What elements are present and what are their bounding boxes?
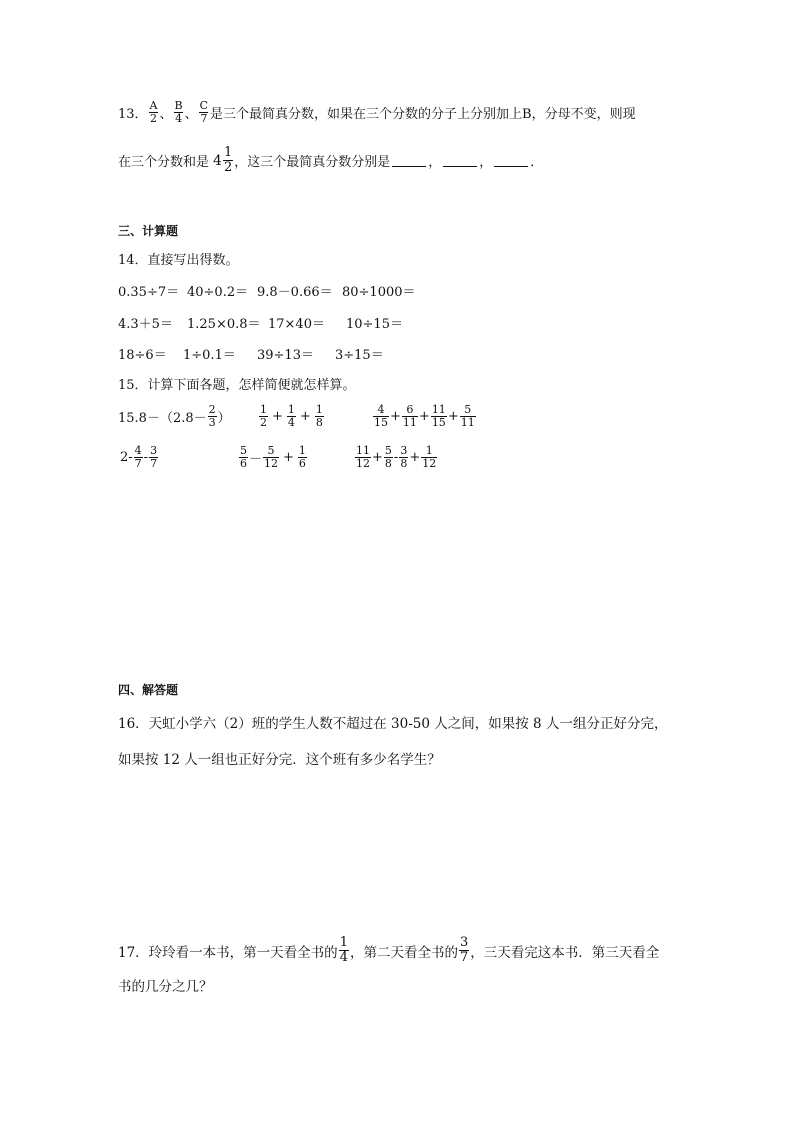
q17-text: 17．玲玲看一本书，第一天看全书的 [118,944,338,961]
fraction: $\frac{5}{8}$ [384,444,392,470]
minus-sign: - [393,450,399,465]
plus-sign: + [447,409,459,424]
fraction-one-quarter: $\frac{1}{4}$ [339,935,348,965]
fraction-three-sevenths: $\frac{3}{7}$ [459,935,469,965]
fraction-c-over-7: $\frac{C}{7}$ [199,99,209,125]
q17-line2: 书的几分之几？ [118,979,213,995]
fraction: $\frac{5}{12}$ [264,444,279,470]
q14-item: 80÷1000＝ [342,285,416,300]
expr-text: ） [217,411,231,426]
plus-sign: + [272,409,283,424]
fraction: $\frac{1}{8}$ [315,403,323,429]
fraction: $\frac{11}{12}$ [356,444,370,470]
fraction: $\frac{4}{7}$ [134,444,142,470]
fraction: $\frac{6}{11}$ [402,403,417,429]
fraction: $\frac{4}{15}$ [374,403,388,429]
fraction: $\frac{1}{2}$ [260,403,267,429]
comma: ， [479,155,493,170]
q13-line2 [118,146,543,175]
q15-expr-1 [118,404,231,429]
q14-item: 4.3＋5＝ [118,317,173,332]
q14-item: 18÷6＝ [118,348,167,363]
fraction-b-over-4: $\frac{B}{4}$ [174,99,183,125]
plus-sign: + [372,450,383,465]
separator: 、 [184,107,198,122]
q13-number: 13． [118,107,148,122]
plus-sign: + [299,409,311,424]
q16-line1: 16．天虹小学六（2）班的学生人数不超过在 30-50 人之间，如果按 8 人一组分正好分完， [118,716,668,732]
q15-expr-5 [238,445,308,470]
mixed-whole: 4 [213,152,222,169]
q15-stem: 15．计算下面各题，怎样简便就怎样算。 [118,378,356,393]
fraction: $\frac{3}{7}$ [150,444,158,470]
q14-item: 10÷15＝ [346,317,403,332]
q14-item: 17×40＝ [268,317,325,332]
fraction-a-over-2: $\frac{A}{2}$ [149,99,158,125]
fraction: $\frac{5}{6}$ [240,444,247,470]
q14-item: 0.35÷7＝ [118,285,180,300]
fraction: $\frac{11}{15}$ [431,403,446,429]
section-4-title: 四、解答题 [118,683,179,697]
comma: ， [428,155,442,170]
plus-sign: + [283,450,294,465]
q14-item: 9.8－0.66＝ [257,285,333,300]
section-3-title: 三、计算题 [118,224,179,238]
plus-sign: + [418,409,430,424]
q17-text: ，三天看完这本书．第三天看全 [470,944,660,961]
q14-item: 1.25×0.8＝ [187,317,261,332]
answer-blank-1[interactable] [392,154,426,167]
minus-sign: － [249,452,263,467]
answer-blank-3[interactable] [494,154,528,167]
period: ． [530,155,544,170]
q17-line1 [118,936,659,965]
fraction: $\frac{1}{4}$ [287,403,295,429]
mixed-fraction: $\frac{1}{2}$ [223,145,233,175]
fraction: $\frac{1}{12}$ [422,444,437,470]
q15-expr-3 [372,404,477,429]
minus-sign: - [143,450,149,465]
q14-item: 39÷13＝ [257,348,314,363]
q15-expr-4 [120,445,159,470]
separator: 、 [159,107,173,122]
q16-line2: 如果按 12 人一组也正好分完．这个班有多少名学生？ [118,752,441,768]
fraction: $\frac{3}{8}$ [400,444,408,470]
plus-sign: + [409,450,421,465]
plus-sign: + [390,409,401,424]
q13-text1: 是三个最简真分数，如果在三个分数的分子上分别加上B，分母不变，则现 [210,107,636,122]
q13-text2b: ，这三个最简真分数分别是 [234,155,391,170]
q14-stem: 14．直接写出得数。 [118,253,239,268]
q13-line1 [118,100,636,125]
q17-text: ，第二天看全书的 [349,944,458,961]
q14-item: 3÷15＝ [335,348,384,363]
q13-text2a: 在三个分数和是 [118,155,210,170]
fraction: $\frac{5}{11}$ [460,403,475,429]
answer-blank-2[interactable] [443,154,477,167]
q15-expr-2 [258,404,325,429]
q14-item: 1÷0.1＝ [183,348,236,363]
expr-text: 2- [120,450,133,465]
fraction: $\frac{2}{3}$ [208,403,216,429]
fraction: $\frac{1}{6}$ [298,444,306,470]
q14-item: 40÷0.2＝ [187,285,249,300]
q15-expr-6 [354,445,438,470]
expr-text: 15.8－（2.8－ [118,411,207,426]
